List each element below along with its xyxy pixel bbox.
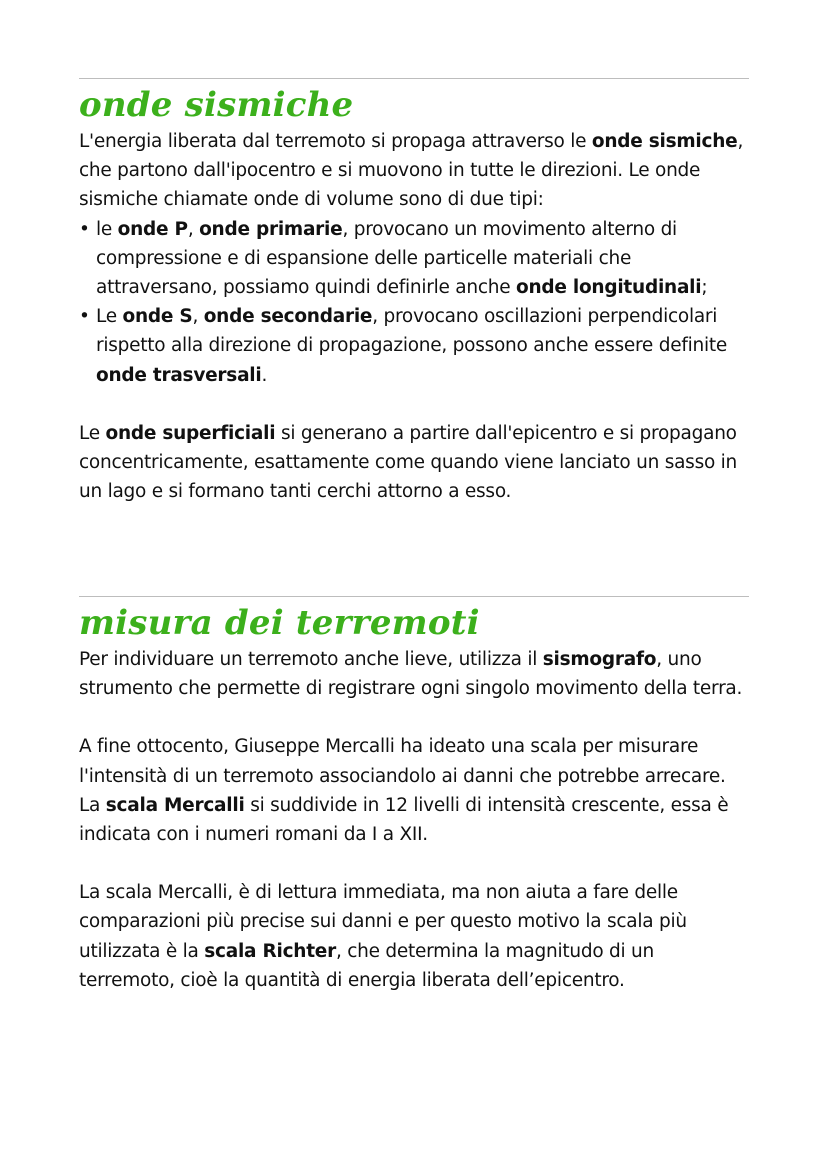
sismografo-paragraph: Per individuare un terremoto anche lieve, utilizza il sismografo, uno strumento che permette di registrare ogni singolo movimento della terra. [79, 649, 743, 700]
section-divider [79, 596, 749, 597]
section-misura-terremoti [79, 596, 749, 995]
list-item-onde-s: • Le onde S, onde secondarie, provocano oscillazioni perpendicolari rispetto alla direzione di propagazione, possono anche essere definite onde trasversali. [79, 302, 749, 390]
section-onde-sismiche [79, 78, 749, 506]
section-heading: onde sismiche [79, 85, 354, 125]
surface-waves-paragraph: Le onde superficiali si generano a partire dall'epicentro e si propagano concentricamente, esattamente come quando viene lanciato un sasso in un lago e si formano tanti cerchi attorno a esso. [79, 422, 738, 503]
richter-paragraph: La scala Mercalli, è di lettura immediata, ma non aiuta a fare delle comparazioni più precise sui danni e per questo motivo la scala più utilizzata è la scala Richter, che determina la magnitudo di un terremoto, cioè la quantità di energia liberata dell’epicentro. [79, 882, 687, 991]
mercalli-paragraph: A fine ottocento, Giuseppe Mercalli ha ideato una scala per misurare l'intensità di un terremoto associandolo ai danni che potrebbe arrecare. La scala Mercalli si suddivide in 12 livelli di intensità crescente, essa è indicata con i numeri romani da I a XII. [79, 736, 729, 846]
list-item-onde-p: • le onde P, onde primarie, provocano un movimento alterno di compressione e di espansione delle particelle materiali che attraversano, possiamo quindi definirle anche onde longitudinali; [79, 215, 749, 303]
intro-paragraph: L'energia liberata dal terremoto si propaga attraverso le onde sismiche, che partono dall'ipocentro e si muovono in tutte le direzioni. Le onde sismiche chiamate onde di volume sono di due tipi: [79, 131, 744, 211]
section-divider [79, 78, 749, 79]
wave-types-list [79, 215, 749, 390]
section-heading: misura dei terremoti [79, 603, 480, 643]
